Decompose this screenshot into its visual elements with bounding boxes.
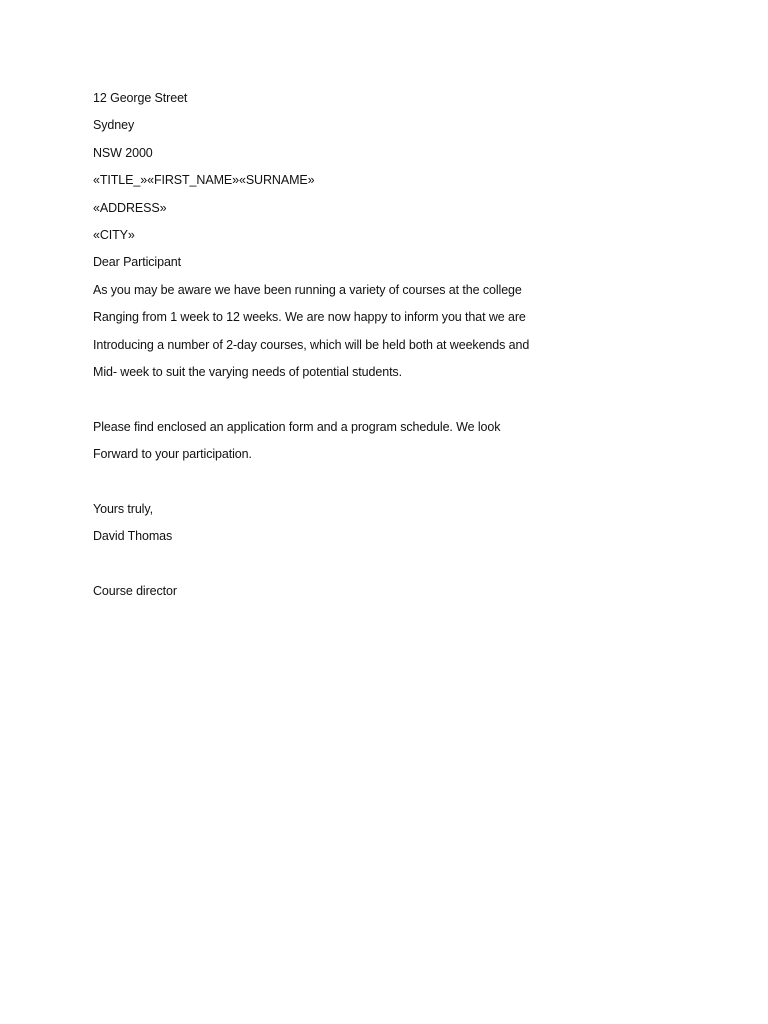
- paragraph-1-line: Introducing a number of 2-day courses, which will be held both at weekends and: [93, 337, 530, 352]
- paragraph-1-line: Mid- week to suit the varying needs of potential students.: [93, 364, 402, 379]
- sender-street: 12 George Street: [93, 91, 188, 105]
- sender-state-postcode: NSW 2000: [93, 145, 153, 160]
- paragraph-1-line: As you may be aware we have been running a variety of courses at the college: [93, 282, 522, 297]
- paragraph-2-line: Forward to your participation.: [93, 447, 252, 462]
- paragraph-2-line: Please find enclosed an application form and a program schedule. We look: [93, 419, 501, 434]
- recipient-address-merge-field: «ADDRESS»: [93, 200, 167, 215]
- paragraph-1-line: Ranging from 1 week to 12 weeks. We are now happy to inform you that we are: [93, 310, 526, 325]
- recipient-city-merge-field: «CITY»: [93, 227, 135, 242]
- signature-spacer: [93, 551, 713, 578]
- paragraph-spacer: [93, 468, 713, 495]
- recipient-name-merge-field: «TITLE_»«FIRST_NAME»«SURNAME»: [93, 173, 315, 188]
- paragraph-spacer: [93, 386, 713, 413]
- closing: Yours truly,: [93, 501, 153, 516]
- letter-body: [93, 85, 713, 605]
- salutation: Dear Participant: [93, 255, 182, 270]
- signature-title: Course director: [93, 584, 177, 599]
- sender-city: Sydney: [93, 118, 135, 133]
- signature-name: David Thomas: [93, 529, 173, 544]
